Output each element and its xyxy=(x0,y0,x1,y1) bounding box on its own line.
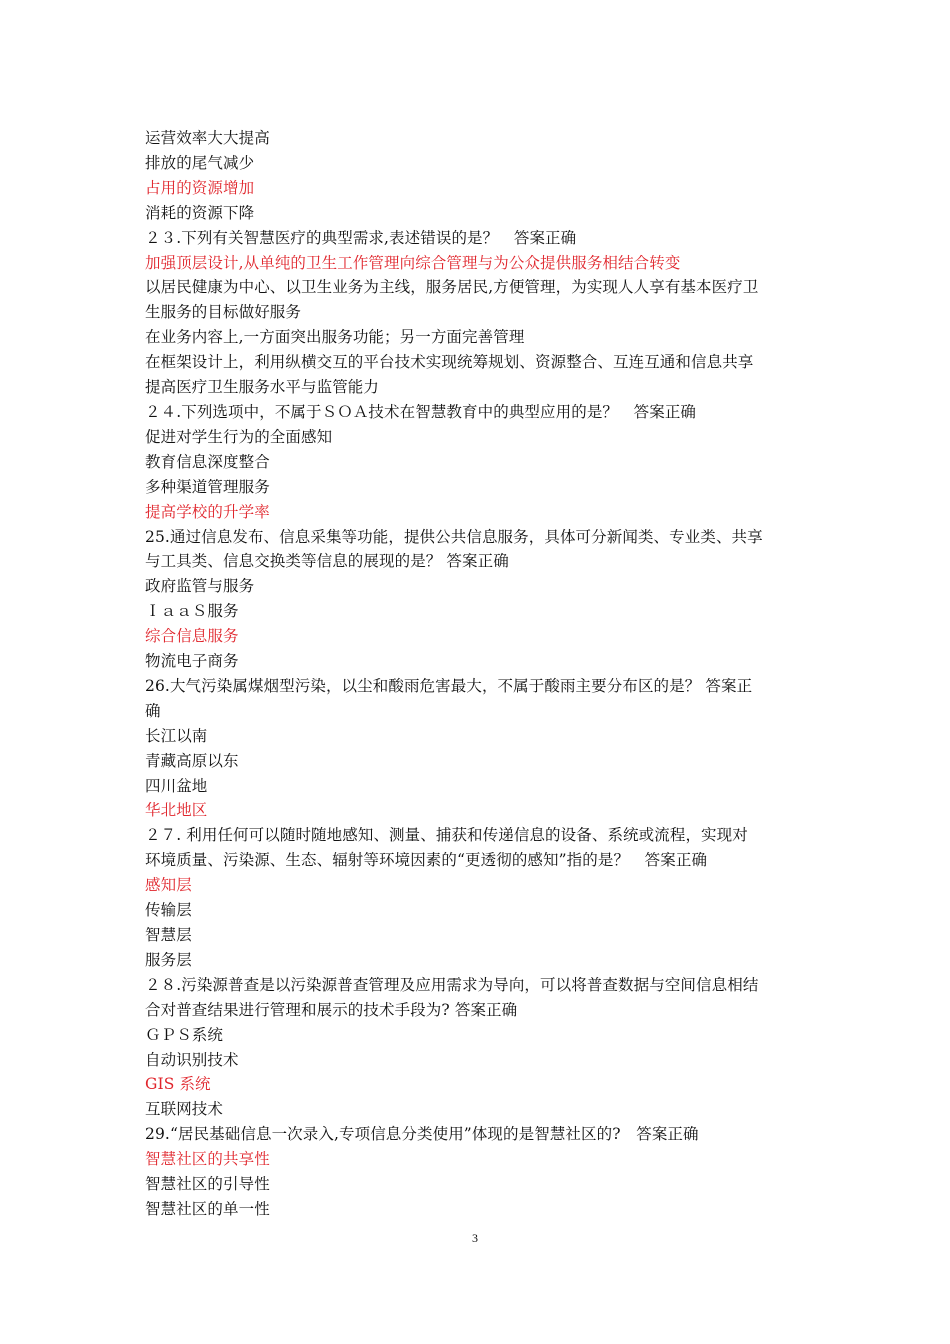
text-line: ２８.污染源普查是以污染源普查管理及应用需求为导向，可以将普查数据与空间信息相结 xyxy=(145,975,759,994)
text-line: 青藏高原以东 xyxy=(145,751,239,770)
text-line: 互联网技术 xyxy=(145,1100,224,1119)
text-line: 生服务的目标做好服务 xyxy=(145,303,302,322)
text-line: 以居民健康为中心、以卫生业务为主线，服务居民,方便管理，为实现人人享有基本医疗卫 xyxy=(145,278,759,297)
text-line: 智慧层 xyxy=(145,926,192,944)
text-line: 确 xyxy=(145,701,161,720)
text-line: ＩａａＳ服务 xyxy=(145,602,239,621)
text-line: ２３.下列有关智慧医疗的典型需求,表述错误的是？ 答案正确 xyxy=(145,228,577,247)
text-line: 排放的尾气减少 xyxy=(145,153,255,172)
text-line: 教育信息深度整合 xyxy=(145,452,270,471)
text-line: 政府监管与服务 xyxy=(145,577,255,596)
text-line: 26.大气污染属煤烟型污染，以尘和酸雨危害最大，不属于酸雨主要分布区的是？ 答案正 xyxy=(145,676,753,695)
text-line: 物流电子商务 xyxy=(145,652,239,671)
page-number: 3 xyxy=(472,1231,478,1245)
correct-answer-line: 智慧社区的共享性 xyxy=(145,1150,270,1169)
text-line: 智慧社区的单一性 xyxy=(145,1199,270,1218)
text-line: 在框架设计上，利用纵横交互的平台技术实现统筹规划、资源整合、互连互通和信息共享 xyxy=(145,353,754,372)
correct-answer-line: 感知层 xyxy=(145,876,192,895)
correct-answer-line: 提高学校的升学率 xyxy=(145,502,270,521)
text-line: 促进对学生行为的全面感知 xyxy=(145,427,333,446)
text-line: 四川盆地 xyxy=(145,776,208,795)
text-line: 29.“居民基础信息一次录入,专项信息分类使用”体现的是智慧社区的? 答案正确 xyxy=(145,1125,699,1144)
text-line: 合对普查结果进行管理和展示的技术手段为? 答案正确 xyxy=(145,1000,518,1019)
correct-answer-line: 占用的资源增加 xyxy=(145,178,255,197)
text-line: ２４.下列选项中，不属于ＳＯＡ技术在智慧教育中的典型应用的是？ 答案正确 xyxy=(145,402,697,421)
correct-answer-line: 华北地区 xyxy=(145,801,208,820)
text-line: 多种渠道管理服务 xyxy=(145,477,270,496)
text-line: 传输层 xyxy=(145,901,192,920)
text-line: 在业务内容上,一方面突出服务功能；另一方面完善管理 xyxy=(145,328,525,347)
text-line: 运营效率大大提高 xyxy=(145,129,270,147)
correct-answer-line: 综合信息服务 xyxy=(145,627,239,646)
text-line: 25.通过信息发布、信息采集等功能，提供公共信息服务，具体可分新闻类、专业类、共享 xyxy=(145,527,763,546)
text-line: ２７. 利用任何可以随时随地感知、测量、捕获和传递信息的设备、系统或流程，实现对 xyxy=(145,826,748,845)
text-line: 智慧社区的引导性 xyxy=(145,1175,270,1194)
text-line: 消耗的资源下降 xyxy=(145,203,255,222)
text-line: 服务层 xyxy=(145,950,192,969)
correct-answer-line: 加强顶层设计,从单纯的卫生工作管理向综合管理与为公众提供服务相结合转变 xyxy=(145,253,681,272)
text-line: 提高医疗卫生服务水平与监管能力 xyxy=(145,378,380,397)
text-line: 自动识别技术 xyxy=(145,1050,239,1069)
text-line: 长江以南 xyxy=(145,726,208,745)
text-line: 环境质量、污染源、生态、辐射等环境因素的“更透彻的感知”指的是？ 答案正确 xyxy=(145,851,708,870)
correct-answer-line: GIS 系统 xyxy=(145,1075,211,1094)
text-line: 与工具类、信息交换类等信息的展现的是？ 答案正确 xyxy=(145,552,509,571)
document-body xyxy=(145,126,815,1222)
text-line: ＧＰＳ系统 xyxy=(145,1025,224,1044)
